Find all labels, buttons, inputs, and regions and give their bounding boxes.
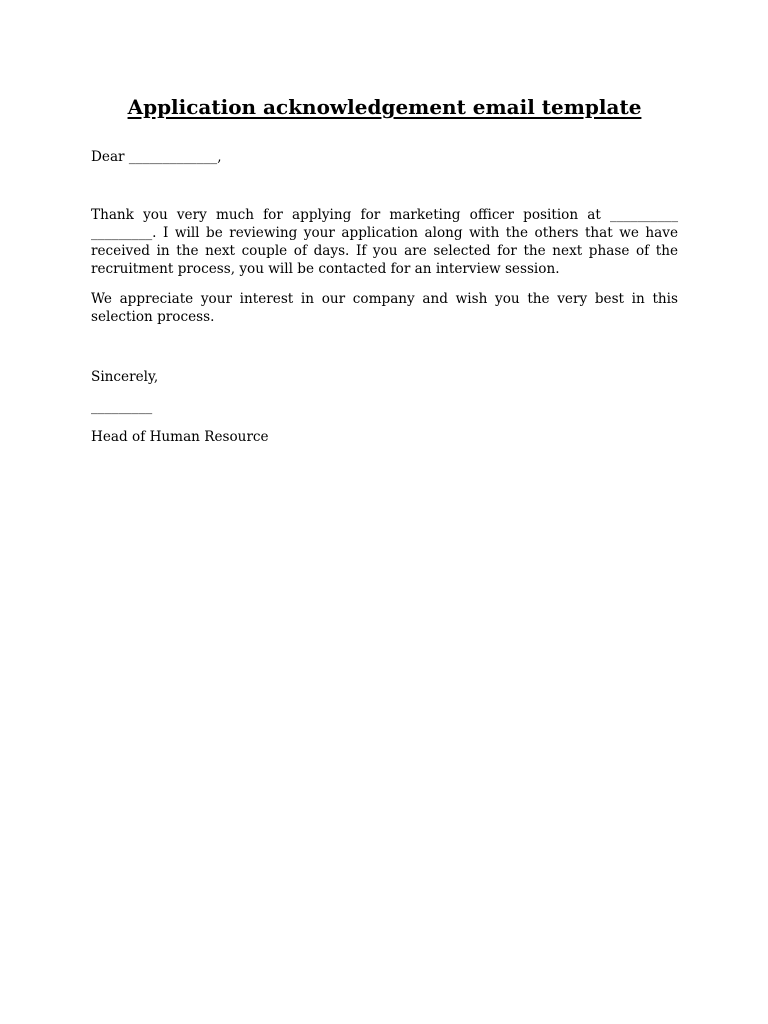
document-page xyxy=(91,92,678,446)
closing: Sincerely, xyxy=(91,369,159,385)
body-paragraph-2: We appreciate your interest in our company and wish you the very best in this selection process. xyxy=(91,291,678,325)
salutation: Dear _____________, xyxy=(91,149,222,165)
signer-title: Head of Human Resource xyxy=(91,429,269,445)
document-title: Application acknowledgement email template xyxy=(127,95,642,119)
signature-line: _________ xyxy=(91,399,153,415)
body-paragraph-1: Thank you very much for applying for marketing officer position at __________ _________. I will be reviewing your application along with the others that we have received in the next couple of days. If you are selected for the next phase of the recruitment process, you will be contacted for an interview session. xyxy=(91,207,678,277)
